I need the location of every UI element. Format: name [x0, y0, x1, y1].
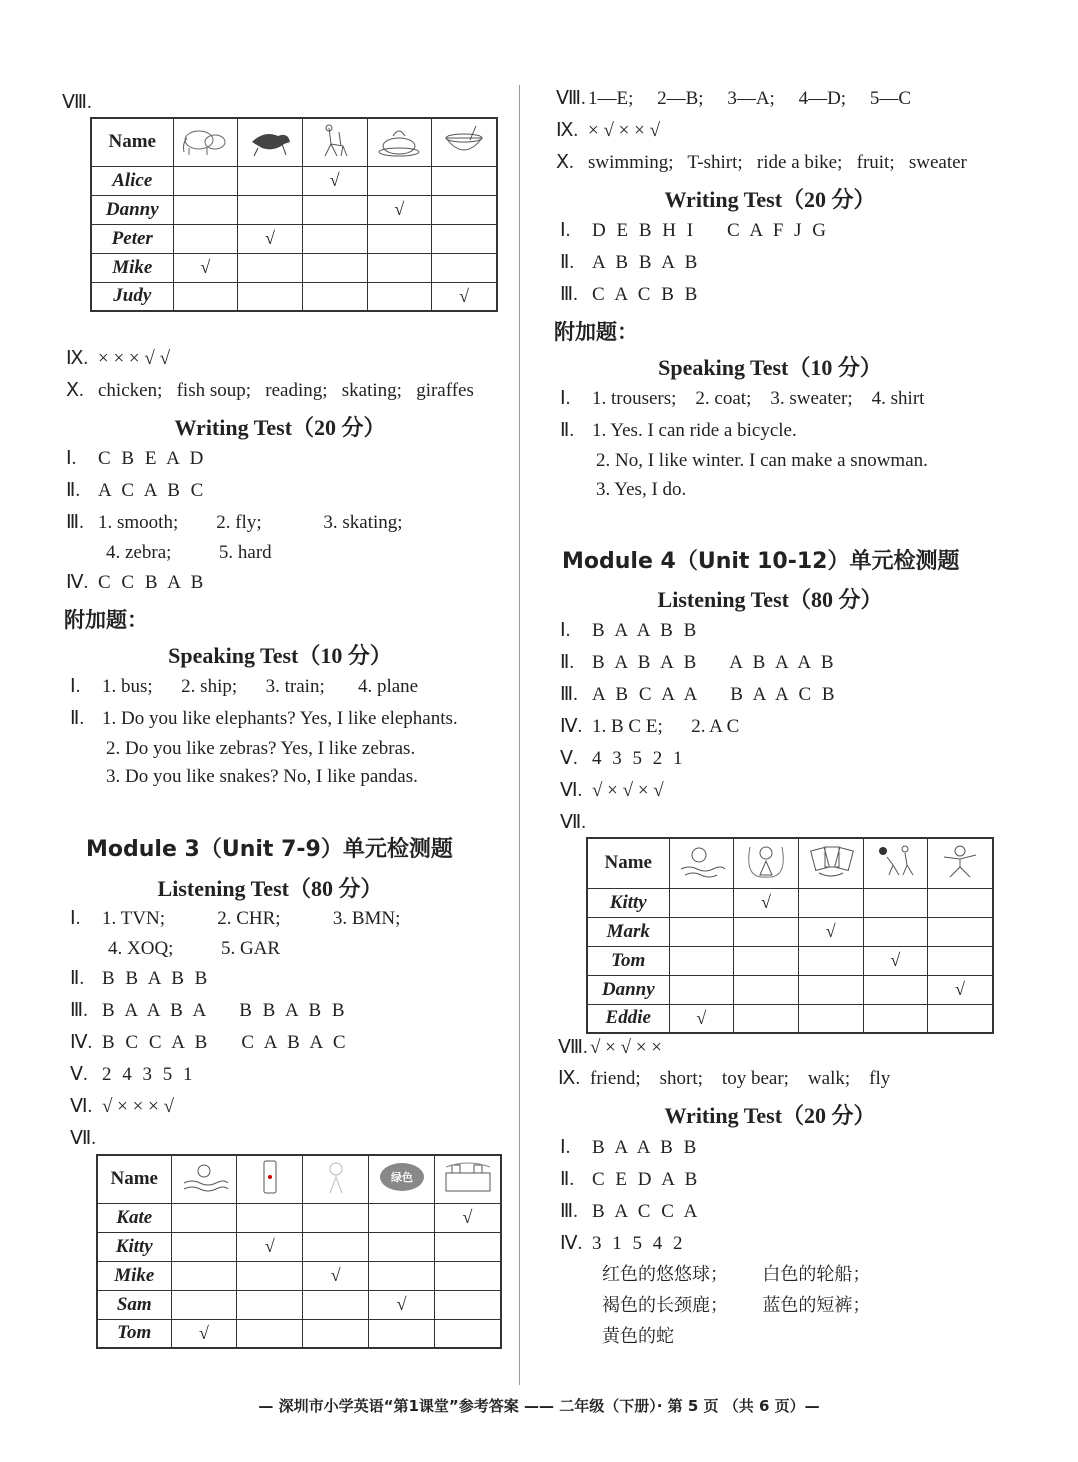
section-label: Ⅰ.	[560, 220, 571, 241]
table-cell	[237, 1290, 303, 1319]
section-label: Ⅰ.	[560, 388, 571, 409]
table-cell: √	[928, 975, 993, 1004]
table-row-name: Danny	[91, 195, 173, 224]
table-cell: √	[669, 1004, 734, 1033]
answer-text: swimming; T-shirt; ride a bike; fruit; sweater	[588, 152, 967, 173]
table-cell	[303, 1319, 369, 1348]
section-label: Ⅹ.	[556, 152, 574, 173]
chinese-answer-line: 黄色的蛇	[602, 1326, 674, 1347]
answer-text: 2. Do you like zebras? Yes, I like zebras.	[106, 738, 416, 759]
table-cell: √	[435, 1203, 502, 1232]
answer-text: B A A B B	[592, 1137, 700, 1158]
section-viii-label: Ⅷ.	[62, 92, 92, 113]
cards-picture	[798, 838, 863, 888]
answer-text: 1. smooth; 2. fly; 3. skating;	[98, 512, 403, 533]
table-row-name: Sam	[97, 1290, 171, 1319]
listening-test-heading: Listening Test（80 分）	[657, 587, 883, 612]
table-cell	[669, 975, 734, 1004]
section-label: Ⅷ.	[558, 1037, 588, 1058]
answer-line	[560, 1233, 686, 1255]
table-cell	[302, 253, 367, 282]
section-label: Ⅴ.	[560, 748, 578, 769]
chinese-answer-line: 红色的悠悠球； 白色的轮船；	[602, 1264, 871, 1285]
table-row-name: Kitty	[97, 1232, 171, 1261]
table-cell	[303, 1203, 369, 1232]
table-cell	[173, 282, 238, 311]
answer-line	[66, 448, 206, 470]
speaking-test-heading: Speaking Test（10 分）	[168, 643, 392, 668]
answer-line	[556, 88, 911, 110]
answer-text: friend; short; toy bear; walk; fly	[590, 1068, 891, 1089]
answer-text: 1. trousers; 2. coat; 3. sweater; 4. shirt	[592, 388, 925, 409]
table-cell	[734, 946, 799, 975]
answer-text: 1. bus; 2. ship; 3. train; 4. plane	[102, 676, 419, 697]
table-cell	[798, 975, 863, 1004]
table-cell	[303, 1232, 369, 1261]
section-label: Ⅲ.	[560, 684, 578, 705]
table-cell	[369, 1319, 435, 1348]
table-cell	[303, 1290, 369, 1319]
answer-line	[66, 348, 170, 370]
table-cell: √	[171, 1319, 237, 1348]
swimming-picture	[669, 838, 734, 888]
extra-questions-heading: 附加题：	[64, 608, 148, 632]
section-label: Ⅲ.	[66, 512, 84, 533]
table-row-name: Peter	[91, 224, 173, 253]
table-row-name: Mike	[97, 1261, 171, 1290]
table-cell	[432, 195, 497, 224]
table-cell	[238, 282, 303, 311]
table-cell: √	[303, 1261, 369, 1290]
extra-questions-heading: 附加题：	[554, 320, 638, 344]
table-cell	[863, 888, 928, 917]
answer-text: B B A B B	[102, 968, 211, 989]
answer-line	[70, 1000, 348, 1022]
answer-line	[560, 716, 739, 738]
fish-soup-picture	[432, 118, 497, 166]
answer-text: × √ × × √	[588, 120, 661, 141]
table-cell	[302, 282, 367, 311]
table-cell	[928, 888, 993, 917]
writing-test-heading: Writing Test（20 分）	[664, 187, 876, 212]
section-label: Ⅰ.	[560, 620, 571, 641]
answer-text: 1. B C E; 2. A C	[592, 716, 740, 737]
answer-line	[560, 780, 664, 802]
table-cell	[369, 1261, 435, 1290]
table-cell	[171, 1290, 237, 1319]
table-cell	[367, 166, 432, 195]
answer-line	[560, 620, 699, 642]
answer-text: A C A B C	[98, 480, 207, 501]
table-cell	[367, 253, 432, 282]
table-row-name: Eddie	[587, 1004, 669, 1033]
answer-line	[560, 388, 924, 410]
table-cell	[369, 1232, 435, 1261]
table-header-name: Name	[91, 118, 173, 166]
table-cell	[173, 166, 238, 195]
table-cell	[863, 917, 928, 946]
table-cell: √	[237, 1232, 303, 1261]
section-label: Ⅶ.	[70, 1128, 97, 1149]
answer-text: C C B A B	[98, 572, 207, 593]
answer-line	[560, 684, 838, 706]
table-cell	[734, 917, 799, 946]
section-label: Ⅹ.	[66, 380, 84, 401]
section-label: Ⅲ.	[560, 1201, 578, 1222]
answer-text: B C C A B C A B A C	[102, 1032, 349, 1053]
green-color-picture	[369, 1155, 435, 1203]
roast-chicken-picture	[367, 118, 432, 166]
table-cell	[238, 253, 303, 282]
section-label: Ⅴ.	[70, 1064, 88, 1085]
section-label: Ⅶ.	[560, 812, 587, 833]
table-cell: √	[432, 282, 497, 311]
answer-table-2	[96, 1154, 502, 1349]
module-4-heading: Module 4（Unit 10-12）单元检测题	[562, 549, 960, 574]
answer-line	[560, 284, 700, 306]
answer-line	[556, 152, 967, 174]
answer-line	[66, 480, 206, 502]
table-cell	[238, 166, 303, 195]
answer-line	[560, 1169, 700, 1191]
section-label: Ⅲ.	[560, 284, 578, 305]
table-cell	[237, 1203, 303, 1232]
writing-test-heading: Writing Test（20 分）	[664, 1103, 876, 1128]
table-cell: √	[173, 253, 238, 282]
table-row-name: Kitty	[587, 888, 669, 917]
table-row-name: Judy	[91, 282, 173, 311]
answer-text: B A A B B	[592, 620, 700, 641]
section-label: Ⅵ.	[70, 1096, 93, 1117]
section-label: Ⅱ.	[66, 480, 81, 501]
answer-text: 1. Do you like elephants? Yes, I like elephants.	[102, 708, 458, 729]
answer-line	[66, 380, 474, 402]
listening-test-heading: Listening Test（80 分）	[157, 876, 383, 901]
answer-text: C A C B B	[592, 284, 701, 305]
table-cell	[367, 224, 432, 253]
table-cell	[369, 1203, 435, 1232]
table-cell	[238, 195, 303, 224]
table-cell	[435, 1319, 502, 1348]
answer-line	[560, 220, 829, 242]
table-cell: √	[302, 166, 367, 195]
answer-line	[560, 252, 700, 274]
table-cell: √	[798, 917, 863, 946]
section-label: Ⅱ.	[70, 968, 85, 989]
table-cell	[432, 253, 497, 282]
table-cell	[863, 975, 928, 1004]
table-cell: √	[367, 195, 432, 224]
table-cell	[302, 195, 367, 224]
girl-picture	[303, 1155, 369, 1203]
section-label: Ⅱ.	[70, 708, 85, 729]
answer-line	[70, 968, 210, 990]
section-label: Ⅳ.	[66, 572, 89, 593]
section-label: Ⅱ.	[560, 420, 575, 441]
answer-text: 3 1 5 4 2	[592, 1233, 686, 1254]
answer-text: A B C A A B A A C B	[592, 684, 838, 705]
answer-text: A B B A B	[592, 252, 701, 273]
answer-line	[66, 572, 206, 594]
writing-test-heading: Writing Test（20 分）	[174, 415, 386, 440]
answer-line	[70, 1096, 174, 1118]
table-cell	[435, 1261, 502, 1290]
answer-line	[556, 120, 660, 142]
section-label: Ⅸ.	[558, 1068, 581, 1089]
castle-picture	[435, 1155, 502, 1203]
section-label: Ⅲ.	[70, 1000, 88, 1021]
table-row-name: Kate	[97, 1203, 171, 1232]
table-row-name: Tom	[587, 946, 669, 975]
table-cell	[798, 888, 863, 917]
table-cell	[928, 917, 993, 946]
table-row-name: Mike	[91, 253, 173, 282]
table-cell	[798, 946, 863, 975]
answer-line	[70, 1032, 349, 1054]
table-cell	[435, 1232, 502, 1261]
answer-text: 4. XOQ; 5. GAR	[108, 938, 281, 959]
table-cell: √	[369, 1290, 435, 1319]
section-label: Ⅰ.	[66, 448, 77, 469]
table-cell	[171, 1232, 237, 1261]
answer-text: C B E A D	[98, 448, 207, 469]
chinese-answer-line: 褐色的长颈鹿； 蓝色的短裤；	[602, 1295, 871, 1316]
answer-text: 3. Do you like snakes? No, I like pandas.	[106, 766, 418, 787]
horses-picture	[238, 118, 303, 166]
table-row-name: Tom	[97, 1319, 171, 1348]
answer-text: 3. Yes, I do.	[596, 479, 687, 500]
table-cell	[173, 195, 238, 224]
section-label: Ⅰ.	[70, 908, 81, 929]
answer-line	[70, 908, 400, 930]
table-cell	[237, 1319, 303, 1348]
table-cell	[734, 975, 799, 1004]
table-cell	[432, 224, 497, 253]
answer-table-1	[90, 117, 498, 312]
section-label: Ⅰ.	[70, 676, 81, 697]
table-cell	[798, 1004, 863, 1033]
table-header-name: Name	[587, 838, 669, 888]
module-3-heading: Module 3（Unit 7-9）单元检测题	[86, 837, 453, 862]
swimming-picture	[171, 1155, 237, 1203]
table-cell	[237, 1261, 303, 1290]
page-footer: — 深圳市小学英语“第1课堂”参考答案 —— 二年级（下册）· 第 5 页 （共 6 页）—	[258, 1397, 820, 1415]
answer-text: 1. Yes. I can ride a bicycle.	[592, 420, 797, 441]
answer-text: B A C C A	[592, 1201, 701, 1222]
table-cell	[669, 888, 734, 917]
table-cell: √	[238, 224, 303, 253]
answer-text: D E B H I C A F J G	[592, 220, 830, 241]
answer-line	[558, 1037, 662, 1059]
answer-line	[66, 512, 403, 534]
table-cell: √	[734, 888, 799, 917]
elephants-picture	[173, 118, 238, 166]
answer-text: 1. TVN; 2. CHR; 3. BMN;	[102, 908, 401, 929]
answer-line	[560, 1201, 700, 1223]
green-label: 绿色	[390, 1170, 413, 1184]
section-label: Ⅱ.	[560, 1169, 575, 1190]
column-divider	[519, 85, 520, 1385]
answer-text: 4. zebra; 5. hard	[106, 542, 272, 563]
answer-text: √ × √ × √	[592, 780, 664, 801]
answer-table-3	[586, 837, 994, 1034]
table-cell	[734, 1004, 799, 1033]
section-label: Ⅷ.	[556, 88, 586, 109]
table-cell	[432, 166, 497, 195]
answer-line	[560, 748, 686, 770]
table-cell	[435, 1290, 502, 1319]
table-cell	[367, 282, 432, 311]
answer-text: C E D A B	[592, 1169, 701, 1190]
speaking-test-heading: Speaking Test（10 分）	[658, 355, 882, 380]
girl-jump-rope-picture	[734, 838, 799, 888]
kungfu-picture	[928, 838, 993, 888]
answer-text: 2. No, I like winter. I can make a snowman.	[596, 450, 928, 471]
answer-line	[70, 708, 458, 730]
table-cell	[928, 946, 993, 975]
table-cell	[171, 1203, 237, 1232]
table-cell	[302, 224, 367, 253]
answer-text: 4 3 5 2 1	[592, 748, 686, 769]
section-label: Ⅱ.	[560, 652, 575, 673]
table-cell	[171, 1261, 237, 1290]
table-cell: √	[863, 946, 928, 975]
section-label: Ⅵ.	[560, 780, 583, 801]
section-label: Ⅸ.	[556, 120, 579, 141]
answer-text: √ × × × √	[102, 1096, 175, 1117]
section-label: Ⅰ.	[560, 1137, 571, 1158]
answer-text: 2 4 3 5 1	[102, 1064, 196, 1085]
answer-text: B A A B A B B A B B	[102, 1000, 348, 1021]
table-cell	[173, 224, 238, 253]
section-label: Ⅱ.	[560, 252, 575, 273]
answer-text: 1—E; 2—B; 3—A; 4—D; 5—C	[588, 88, 912, 109]
answer-line	[560, 652, 837, 674]
table-row-name: Mark	[587, 917, 669, 946]
phone-picture	[237, 1155, 303, 1203]
section-label: Ⅸ.	[66, 348, 89, 369]
section-label: Ⅳ.	[70, 1032, 93, 1053]
table-cell	[669, 946, 734, 975]
giraffe-picture	[302, 118, 367, 166]
answer-text: chicken; fish soup; reading; skating; giraffes	[98, 380, 474, 401]
answer-line	[560, 1137, 699, 1159]
answer-line	[70, 676, 418, 698]
answer-line	[560, 420, 797, 442]
table-cell	[928, 1004, 993, 1033]
answer-line	[558, 1068, 890, 1090]
table-header-name: Name	[97, 1155, 171, 1203]
answer-line	[70, 1064, 196, 1086]
table-cell	[863, 1004, 928, 1033]
section-label: Ⅳ.	[560, 716, 583, 737]
table-row-name: Danny	[587, 975, 669, 1004]
answer-text: B A B A B A B A A B	[592, 652, 837, 673]
table-row-name: Alice	[91, 166, 173, 195]
answer-text: × × × √ √	[98, 348, 171, 369]
answer-text: √ × √ × ×	[590, 1037, 663, 1058]
football-picture	[863, 838, 928, 888]
table-cell	[669, 917, 734, 946]
section-label: Ⅳ.	[560, 1233, 583, 1254]
